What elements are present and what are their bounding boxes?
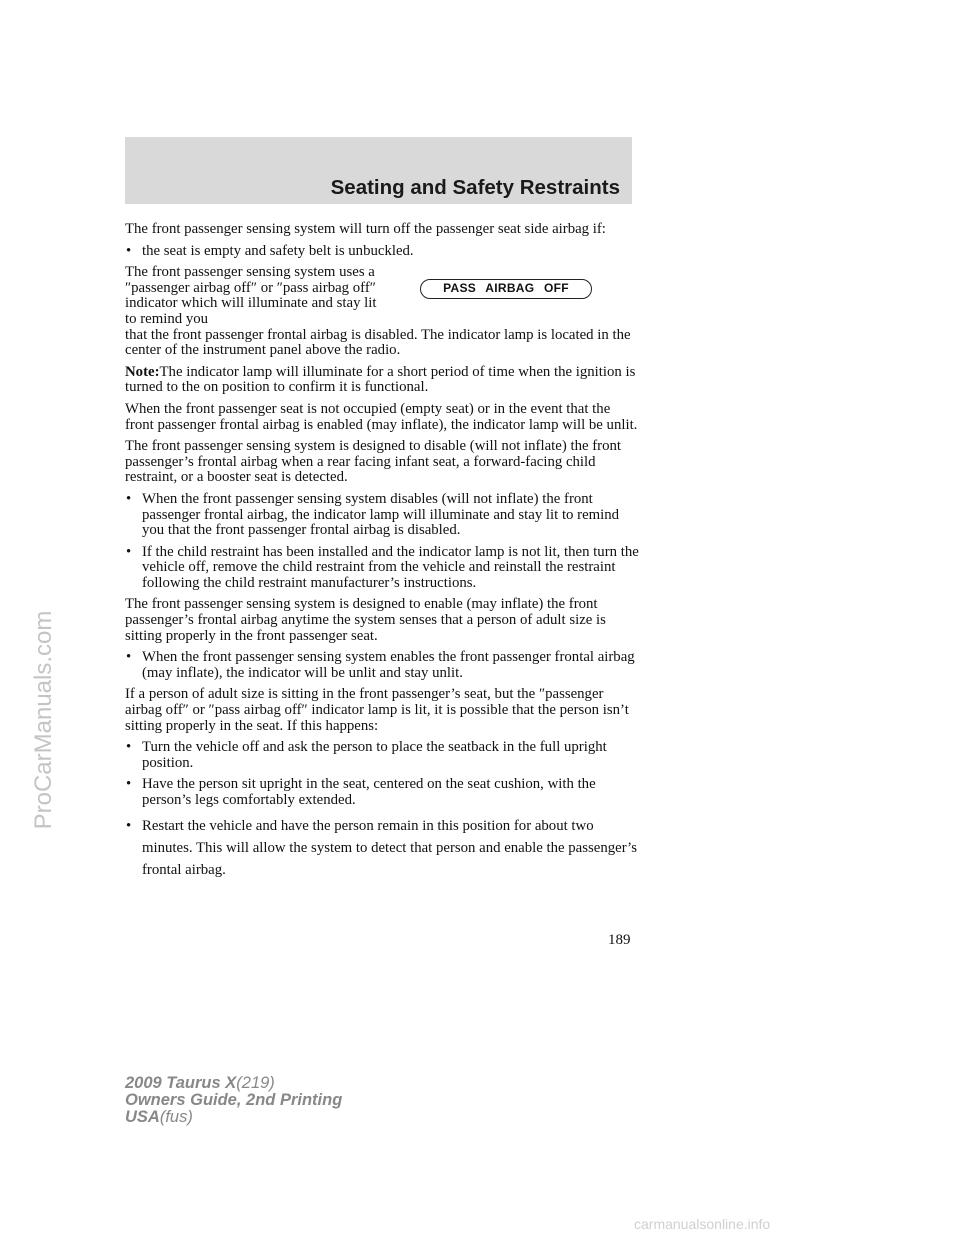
- list-item: [125, 740, 640, 771]
- side-watermark: [0, 0, 60, 1242]
- list-item: [125, 815, 640, 881]
- paragraph: If a person of adult size is sitting in the front passenger’s seat, but the ″passenger airbag off″ or ″pass airbag off″ indicator lamp is lit, it is possible that the person isn’t sitting properly in the seat. If this happens:: [125, 686, 629, 734]
- footer-model: 2009 Taurus X: [125, 1074, 237, 1092]
- paragraph: When the front passenger seat is not occupied (empty seat) or in the event that the front passenger frontal airbag is enabled (may inflate), the indicator lamp will be unlit.: [125, 400, 638, 433]
- paragraph: The front passenger sensing system will turn off the passenger seat side airbag if:: [125, 221, 606, 237]
- list-item-text: Restart the vehicle and have the person remain in this position for about two minutes. This will allow the system to detect that person and enable the passenger’s frontal airbag.: [142, 817, 638, 878]
- site-watermark: carmanualsonline.info: [634, 1216, 771, 1232]
- list-item: [125, 492, 640, 539]
- watermark-text: ProCarManuals.com: [30, 610, 57, 830]
- list-item: [125, 650, 640, 681]
- pass-airbag-off-indicator-icon: PASS AIRBAG OFF: [420, 279, 592, 299]
- list-item: [125, 777, 640, 808]
- print-footer: [125, 1075, 342, 1126]
- footer-model-code: (219): [236, 1074, 275, 1092]
- bullet-marker: •: [126, 543, 132, 560]
- list-item-text: the seat is empty and safety belt is unbuckled.: [142, 242, 414, 259]
- section-title: Seating and Safety Restraints: [330, 176, 620, 199]
- note-text: The indicator lamp will illuminate for a short period of time when the ignition is turned to the on position to confirm it is functional.: [125, 363, 636, 396]
- page-body: [125, 222, 640, 887]
- bullet-marker: •: [126, 490, 132, 507]
- list-item-text: Turn the vehicle off and ask the person to place the seatback in the full upright position.: [142, 739, 607, 771]
- footer-edition: Owners Guide, 2nd Printing: [125, 1091, 343, 1109]
- list-item: [125, 244, 640, 260]
- paragraph: The front passenger sensing system uses a ″passenger airbag off″ or ″pass airbag off″ indicator which will illuminate and stay lit to remind you: [125, 264, 377, 327]
- bullet-marker: •: [126, 649, 132, 666]
- bullet-marker: •: [126, 776, 132, 793]
- bullet-marker: •: [126, 242, 132, 259]
- footer-market: USA: [125, 1108, 160, 1126]
- bullet-marker: •: [126, 817, 132, 834]
- paragraph: The front passenger sensing system is designed to enable (may inflate) the front passenger’s frontal airbag anytime the system senses that a person of adult size is sitting properly in the front passenger seat.: [125, 596, 606, 644]
- footer-market-code: (fus): [159, 1108, 193, 1126]
- page-number: 189: [608, 932, 631, 948]
- list-item: [125, 545, 640, 592]
- list-item-text: When the front passenger sensing system disables (will not inflate) the front passenger frontal airbag, the indicator lamp will illuminate and stay lit to remind you that the front passenger frontal airbag is disabled.: [142, 490, 620, 539]
- list-item-text: Have the person sit upright in the seat, centered on the seat cushion, with the person’s legs comfortably extended.: [142, 776, 596, 808]
- paragraph: The front passenger sensing system is designed to disable (will not inflate) the front passenger’s frontal airbag when a rear facing infant seat, a forward-facing child restraint, or a booster seat is detected.: [125, 438, 621, 486]
- bullet-marker: •: [126, 739, 132, 756]
- paragraph: that the front passenger frontal airbag is disabled. The indicator lamp is located in the center of the instrument panel above the radio.: [125, 326, 631, 359]
- note-paragraph: [125, 365, 640, 396]
- list-item-text: If the child restraint has been installed and the indicator lamp is not lit, then turn the vehicle off, remove the child restraint from the vehicle and reinstall the restraint following the child restraint manufacturer’s instructions.: [142, 543, 639, 591]
- list-item-text: When the front passenger sensing system enables the front passenger frontal airbag (may inflate), the indicator will be unlit and stay unlit.: [142, 649, 635, 681]
- indicator-paragraph: [125, 265, 640, 359]
- note-label: Note:: [125, 363, 160, 380]
- section-header: [125, 137, 632, 204]
